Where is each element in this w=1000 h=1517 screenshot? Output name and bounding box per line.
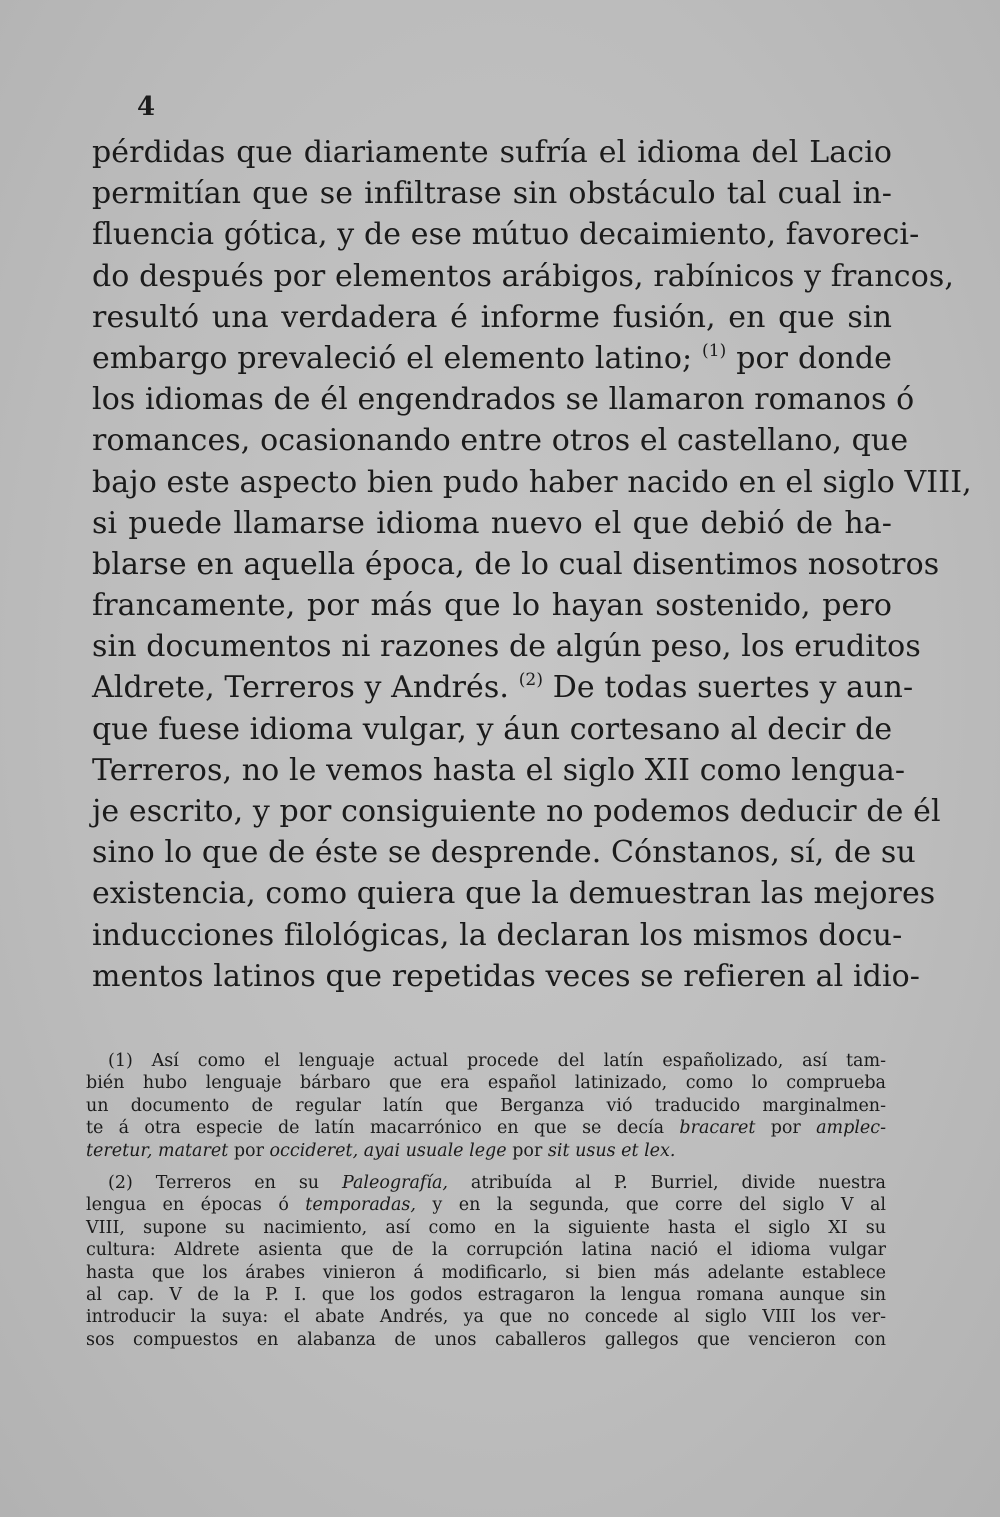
text-line: blarse en aquella época, de lo cual disentimos nosotros <box>92 546 940 582</box>
text-segment: por donde <box>736 340 892 376</box>
text-segment: Aldrete, Terreros y Andrés. <box>92 670 510 706</box>
text-segment: De todas suertes y aun- <box>552 670 914 706</box>
footnote-2-line: al cap. V de la P. I. que los godos estragaron la lengua romana aunque sin <box>86 1284 886 1305</box>
footnote-1-line <box>86 1140 886 1162</box>
text-line: existencia, como quiera que la demuestran las mejores <box>92 876 936 912</box>
footnote-2-line: hasta que los árabes vinieron á modificarlo, si bien más adelante establece <box>86 1262 886 1283</box>
footnote-text: te á otra especie de latín macarrónico en que se decía <box>86 1118 665 1139</box>
footnote-ref-2: (2) <box>518 670 544 691</box>
text-line: que fuese idioma vulgar, y áun cortesano al decir de <box>92 711 893 747</box>
footnotes <box>86 1050 886 1351</box>
book-title: Paleografía, <box>342 1172 448 1193</box>
main-text <box>92 132 972 997</box>
latin-word: ayai usuale lege <box>363 1140 507 1161</box>
footnote-2-line: cultura: Aldrete asienta que de la corrupción latina nació el idioma vulgar <box>86 1240 886 1261</box>
footnote-text: y en la segunda, que corre del siglo V al <box>432 1195 886 1216</box>
latin-word: bracaret <box>679 1118 756 1139</box>
text-line: mentos latinos que repetidas veces se refieren al idio- <box>92 958 921 994</box>
text-line <box>92 667 914 708</box>
footnote-2-line <box>86 1172 886 1194</box>
footnote-mark: (2) <box>108 1172 133 1193</box>
text-line: resultó una verdadera é informe fusión, en que sin <box>92 299 892 335</box>
latin-word: amplec- <box>816 1118 886 1139</box>
text-line: francamente, por más que lo hayan sostenido, pero <box>92 588 892 624</box>
latin-word: occideret, <box>269 1140 359 1161</box>
text-line: si puede llamarse idioma nuevo el que debió de ha- <box>92 505 892 541</box>
latin-word: mataret <box>158 1140 229 1161</box>
italic-word: temporadas, <box>305 1195 416 1216</box>
footnote-text: atribuída al P. Burriel, divide nuestra <box>470 1172 886 1193</box>
footnote-text: Así como el lenguaje actual procede del latín españolizado, así tam- <box>151 1051 886 1071</box>
footnote-2-line: VIII, supone su nacimiento, así como en la siguiente hasta el siglo XI su <box>86 1217 886 1238</box>
text-line: je escrito, y por consiguiente no podemos deducir de él <box>92 794 941 829</box>
text-line: romances, ocasionando entre otros el castellano, que <box>92 423 909 459</box>
footnote-1-line <box>86 1117 886 1139</box>
text-line: bajo este aspecto bien pudo haber nacido en el siglo VIII, <box>92 464 972 500</box>
footnote-text: lengua en épocas ó <box>86 1195 289 1216</box>
footnote-mark: (1) <box>108 1051 133 1071</box>
text-line: do después por elementos arábigos, rabínicos y francos, <box>92 258 954 294</box>
text-line: sino lo que de éste se desprende. Cónstanos, sí, de su <box>92 835 916 871</box>
footnote-ref-1: (1) <box>702 340 727 361</box>
footnote-text: Terreros en su <box>155 1172 320 1193</box>
text-segment: embargo prevaleció el elemento latino; <box>92 340 693 376</box>
text-line <box>92 338 892 379</box>
text-line: fluencia gótica, y de ese mútuo decaimiento, favoreci- <box>92 217 920 253</box>
text-line: inducciones filológicas, la declaran los mismos docu- <box>92 917 903 953</box>
footnote-text: por <box>512 1140 543 1161</box>
footnote-2-line: introducir la suya: el abate Andrés, ya que no concede al siglo VIII los ver- <box>86 1307 886 1328</box>
footnote-1-line: un documento de regular latín que Berganza vió traducido marginalmen- <box>86 1095 886 1116</box>
text-line: pérdidas que diariamente sufría el idioma del Lacio <box>92 135 892 170</box>
text-line: Terreros, no le vemos hasta el siglo XII como lengua- <box>92 752 906 788</box>
footnote-2-line <box>86 1194 886 1216</box>
footnote-1-line: bién hubo lenguaje bárbaro que era español latinizado, como lo comprueba <box>86 1073 886 1094</box>
footnote-text: por <box>233 1140 264 1161</box>
latin-word: teretur, <box>86 1140 153 1161</box>
text-line: los idiomas de él engendrados se llamaron romanos ó <box>92 382 915 418</box>
latin-word: sit usus et lex. <box>547 1140 676 1161</box>
footnote-text: por <box>770 1118 801 1139</box>
page-number: 4 <box>137 92 156 122</box>
text-line: permitían que se infiltrase sin obstáculo tal cual in- <box>92 176 892 212</box>
footnote-gap <box>86 1162 886 1172</box>
footnote-1-line <box>86 1050 886 1072</box>
text-line: sin documentos ni razones de algún peso, los eruditos <box>92 629 921 665</box>
footnote-2-line: sos compuestos en alabanza de unos caballeros gallegos que vencieron con <box>86 1329 886 1350</box>
